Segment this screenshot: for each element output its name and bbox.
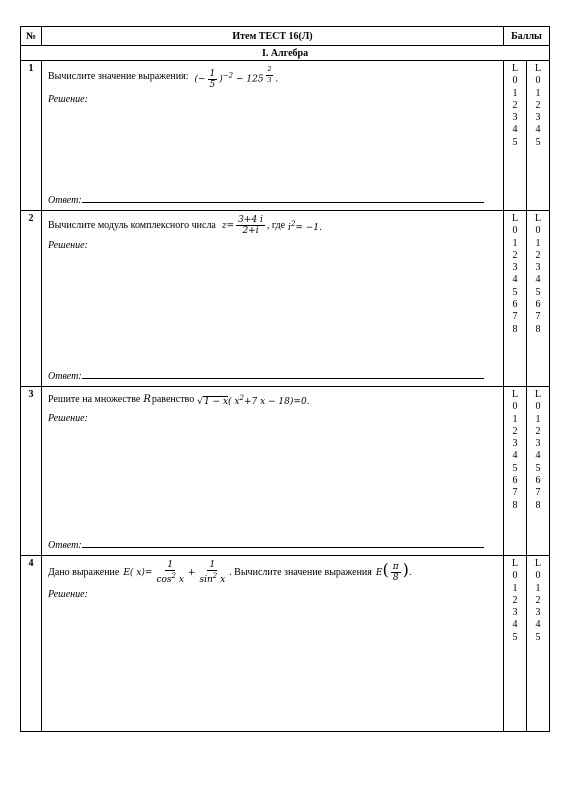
task-cell	[42, 211, 504, 387]
score-option[interactable]: 7	[535, 311, 541, 323]
math-expression: √1 − x( $x^2+7$ x − 18)=0.	[197, 394, 310, 407]
score-option[interactable]: 0	[535, 225, 541, 237]
header-title: Итем ТЕСТ 16(Л)	[42, 27, 504, 46]
score-option[interactable]: L	[534, 213, 542, 224]
score-option[interactable]: 1	[512, 87, 518, 99]
task-cell	[42, 61, 504, 211]
score-option[interactable]: 4	[535, 124, 541, 136]
answer-field[interactable]: Ответ:	[48, 193, 484, 206]
score-column-a	[504, 387, 527, 556]
solution-label: Решение:	[48, 93, 88, 105]
score-option[interactable]: 5	[512, 136, 518, 148]
score-option[interactable]: 1	[535, 582, 541, 594]
task-number: 4	[21, 556, 42, 732]
score-option[interactable]: 5	[535, 286, 541, 298]
answer-field[interactable]: Ответ:	[48, 369, 484, 382]
score-option[interactable]: 4	[535, 274, 541, 286]
math-expression: E( $\frac{\pi}{8}$ ).	[375, 560, 412, 583]
solution-label: Решение:	[48, 240, 88, 251]
test-table	[20, 26, 550, 732]
task-cell	[42, 387, 504, 556]
score-option[interactable]: 7	[512, 487, 518, 499]
score-option[interactable]: 4	[512, 450, 518, 462]
score-option[interactable]: L	[534, 389, 542, 400]
score-option[interactable]: 3	[512, 262, 518, 274]
score-option[interactable]: 4	[535, 619, 541, 631]
score-option[interactable]: L	[511, 63, 519, 74]
task-number: 1	[21, 61, 42, 211]
score-option[interactable]: 3	[512, 607, 518, 619]
task-text: Вычислите модуль комплексного числа z= $\frac{3+4 i}{2+i}$ , где $i^2= -1$.	[48, 215, 322, 236]
score-option[interactable]: 3	[535, 262, 541, 274]
score-option[interactable]: 2	[535, 594, 541, 606]
score-option[interactable]: 2	[512, 99, 518, 111]
score-column-b	[527, 387, 550, 556]
score-option[interactable]: 3	[535, 112, 541, 124]
score-option[interactable]: 0	[512, 75, 518, 87]
answer-field[interactable]: Ответ:	[48, 538, 484, 551]
score-option[interactable]: L	[534, 558, 542, 569]
score-option[interactable]: 6	[535, 475, 541, 487]
score-option[interactable]: 2	[535, 425, 541, 437]
score-option[interactable]: 5	[512, 286, 518, 298]
task-row	[21, 211, 550, 387]
score-option[interactable]: 4	[512, 124, 518, 136]
score-option[interactable]: 2	[512, 425, 518, 437]
score-option[interactable]: 1	[535, 237, 541, 249]
math-expression: z= $\frac{3+4 i}{2+i}$	[221, 215, 263, 236]
task-row	[21, 61, 550, 211]
solution-label: Решение:	[48, 589, 88, 600]
score-column-a	[504, 211, 527, 387]
score-column-b	[527, 556, 550, 732]
math-expression: (− $\frac{1}{5}$ )$^{-2}$ − 125 $^{\frac{2}{3}}$ .	[194, 66, 279, 90]
task-cell	[42, 556, 504, 732]
score-option[interactable]: 5	[535, 136, 541, 148]
score-option[interactable]: 3	[512, 438, 518, 450]
section-title: I. Алгебра	[21, 46, 550, 61]
task-text: Вычислите значение выражения: (− $\frac{1}{5}$ )$^{-2}$ − 125 $^{\frac{2}{3}}$ .	[48, 66, 279, 90]
task-row	[21, 387, 550, 556]
score-option[interactable]: 0	[535, 570, 541, 582]
score-option[interactable]: 5	[535, 462, 541, 474]
math-expression: $i^2= -1$.	[288, 219, 322, 233]
header-row	[21, 27, 550, 46]
score-option[interactable]: 0	[512, 570, 518, 582]
score-option[interactable]: 0	[535, 401, 541, 413]
score-option[interactable]: 5	[512, 462, 518, 474]
score-option[interactable]: L	[511, 558, 519, 569]
score-option[interactable]: 5	[512, 631, 518, 643]
score-option[interactable]: 2	[512, 594, 518, 606]
score-option[interactable]: 2	[535, 99, 541, 111]
task-row	[21, 556, 550, 732]
score-option[interactable]: 1	[512, 237, 518, 249]
score-option[interactable]: L	[511, 389, 519, 400]
score-option[interactable]: 1	[535, 87, 541, 99]
section-row	[21, 46, 550, 61]
score-option[interactable]: 0	[512, 401, 518, 413]
task-number: 2	[21, 211, 42, 387]
score-option[interactable]: 4	[512, 619, 518, 631]
score-option[interactable]: 8	[512, 499, 518, 511]
score-option[interactable]: 1	[535, 413, 541, 425]
score-option[interactable]: 2	[535, 249, 541, 261]
score-option[interactable]: 7	[512, 311, 518, 323]
score-option[interactable]: 3	[535, 607, 541, 619]
task-text: Дано выражение E( x)= $\frac{1}{\cos^2 x}$ + $\frac{1}{\sin^2 x}$ . Вычислите значение выражения E( $\frac{\pi}{8}$ ).	[48, 560, 412, 585]
score-option[interactable]: 8	[535, 499, 541, 511]
task-number: 3	[21, 387, 42, 556]
score-option[interactable]: 5	[535, 631, 541, 643]
math-expression: R	[143, 394, 151, 405]
score-option[interactable]: 0	[512, 225, 518, 237]
score-option[interactable]: 3	[512, 112, 518, 124]
score-option[interactable]: 7	[535, 487, 541, 499]
score-option[interactable]: 3	[535, 438, 541, 450]
score-option[interactable]: 8	[535, 323, 541, 335]
score-option[interactable]: 4	[535, 450, 541, 462]
score-option[interactable]: 0	[535, 75, 541, 87]
header-points: Баллы	[504, 27, 550, 46]
score-column-a	[504, 556, 527, 732]
score-option[interactable]: 6	[512, 299, 518, 311]
score-option[interactable]: 8	[512, 323, 518, 335]
score-column-b	[527, 61, 550, 211]
score-option[interactable]: L	[511, 213, 519, 224]
task-text: Решите на множестве R равенство √1 − x( $x^2+7$ x − 18)=0.	[48, 391, 497, 409]
score-option[interactable]: 1	[512, 582, 518, 594]
score-option[interactable]: L	[534, 63, 542, 74]
header-num: №	[21, 27, 42, 46]
math-expression: E( x)= $\frac{1}{\cos^2 x}$ + $\frac{1}{\sin^2 x}$	[123, 560, 226, 585]
score-column-b	[527, 211, 550, 387]
score-option[interactable]: 4	[512, 274, 518, 286]
score-option[interactable]: 2	[512, 249, 518, 261]
score-option[interactable]: 6	[535, 299, 541, 311]
score-option[interactable]: 1	[512, 413, 518, 425]
score-column-a	[504, 61, 527, 211]
score-option[interactable]: 6	[512, 475, 518, 487]
solution-label: Решение:	[48, 413, 88, 424]
